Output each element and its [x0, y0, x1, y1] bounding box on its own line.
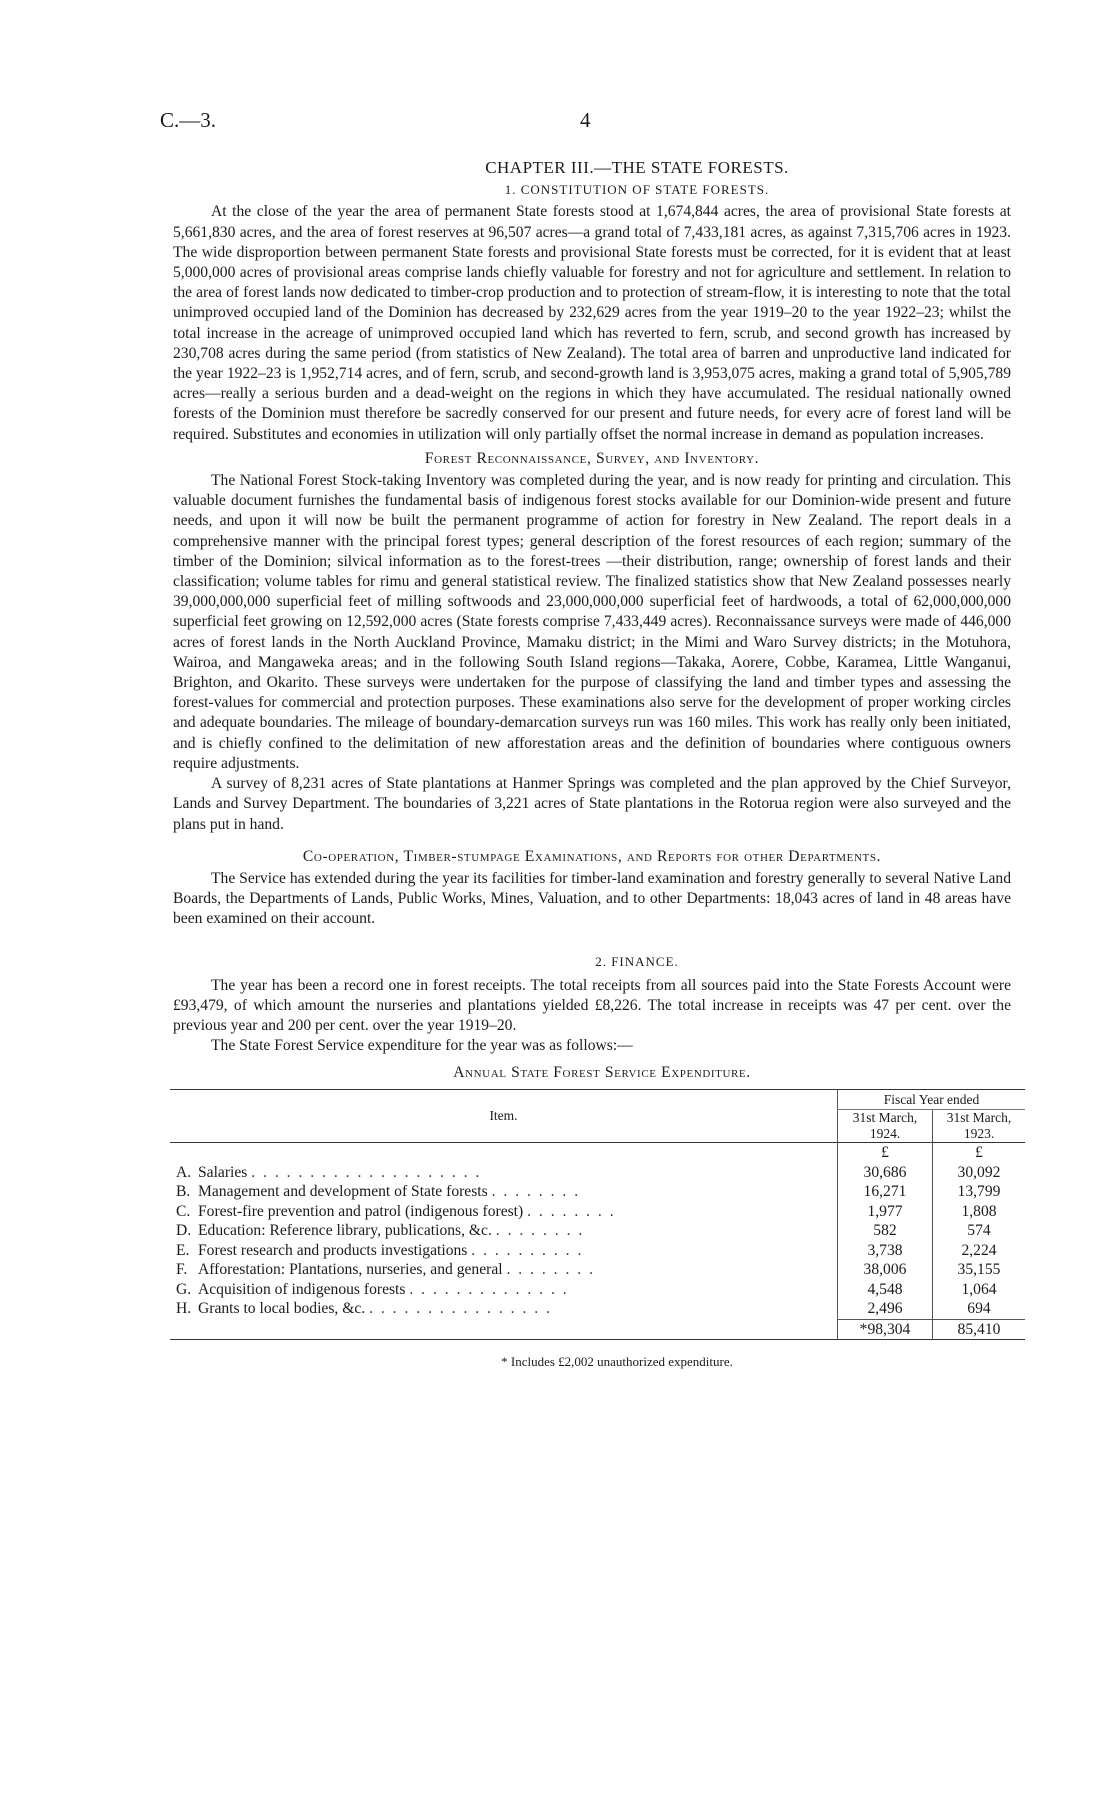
row-item: Grants to local bodies, &c. [198, 1300, 366, 1318]
row-letter: A. [176, 1163, 192, 1181]
leader-dots: . . . . . . . . . . . . . . [409, 1280, 569, 1298]
row-item: Salaries [198, 1163, 248, 1181]
value-1924: 30,686 [838, 1163, 933, 1183]
value-1924: 4,548 [838, 1280, 933, 1300]
leader-dots: . . . . . . . . [506, 1261, 595, 1279]
value-1923: 574 [933, 1221, 1026, 1241]
row-item: Education: Reference library, publications, &c. [198, 1222, 492, 1240]
paragraph-hanmer-survey: A survey of 8,231 acres of State plantations at Hanmer Springs was completed and the plan approved by the Chief Surveyor, Lands and Survey Department. The boundaries of 3,221 acres of State plantations in the Rotorua region were also surveyed and the plans put in hand. [173, 775, 1011, 833]
table-row [170, 1221, 1025, 1241]
value-1923: 30,092 [933, 1163, 1026, 1183]
subheading-reconnaissance: Forest Reconnaissance, Survey, and Inventory. [424, 449, 760, 467]
total-row [170, 1319, 1025, 1340]
value-1924: 2,496 [838, 1299, 933, 1319]
currency-1924: £ [838, 1143, 933, 1163]
value-1924: 16,271 [838, 1182, 933, 1202]
table-row [170, 1241, 1025, 1261]
row-item: Management and development of State forests [198, 1183, 488, 1201]
value-1924: 3,738 [838, 1241, 933, 1261]
page-header [160, 108, 1000, 138]
table-row [170, 1280, 1025, 1300]
total-1923: 85,410 [933, 1319, 1026, 1340]
currency-1923: £ [933, 1143, 1026, 1163]
row-letter: D. [176, 1222, 192, 1240]
value-1923: 1,064 [933, 1280, 1026, 1300]
page-number: 4 [580, 108, 591, 132]
table-footnote: * Includes £2,002 unauthorized expenditure. [501, 1354, 733, 1370]
paragraph-receipts: The year has been a record one in forest receipts. The total receipts from all sources paid into the State Forests Account were £93,479, of which amount the nurseries and plantations yielded £8,226. The total increase in receipts was 47 per cent. over the previous year and 200 per cent. over the year 1919–20. [173, 976, 1011, 1035]
paragraph-inventory: The National Forest Stock-taking Inventory was completed during the year, and is now ready for printing and circulation. This valuable document furnishes the fundamental basis of indigenous forest stocks available for our Dominion-wide present and future needs, and upon it will now be built the permanent programme of action for forestry in New Zealand. The report deals in a comprehensive manner with the principal forest types; general description of the forest resources of each region; summary of the timber of the Dominion; silvical information as to the forest-trees —their distribution, range; ownership of forest lands and their classification; volume tables for rimu and general statistical review. The finalized statistics show that New Zealand possesses nearly 39,000,000,000 superficial feet of milling softwoods and 23,000,000,000 superficial feet of hardwoods, a total of 62,000,000,000 superficial feet growing on 12,592,000 acres (State forests comprise 7,433,449 acres). Reconnaissance surveys were made of 446,000 acres of forest lands in the North Auckland Province, Mamaku district; in the Mimi and Waro Survey districts; in the Motuhora, Wairoa, and Mangaweka areas; and in the following South Island regions—Takaka, Aorere, Cobbe, Karamea, Little Wanganui, Brighton, and Okarito. These surveys were undertaken for the purpose of classifying the land and timber types and assessing the forest-values for commercial and protection purposes. These examinations also serve for the development of proper working circles and adequate boundaries. The mileage of boundary-demarcation surveys run was 160 miles. This work has really only been initiated, and is chiefly confined to the delimitation of new afforestation areas and the definition of boundaries where contiguous owners require adjustments. [173, 472, 1011, 772]
table-row [170, 1299, 1025, 1319]
row-letter: C. [176, 1202, 191, 1220]
header-item: Item. [489, 1108, 518, 1124]
paragraph-constitution: At the close of the year the area of permanent State forests stood at 1,674,844 acres, the area of provisional State forests at 5,661,830 acres, and the area of forest reserves at 96,507 acres—a grand total of 7,433,181 acres, as against 7,315,706 acres in 1923. The wide disproportion between permanent State forests and provisional State forests must be corrected, for it is evident that at least 5,000,000 acres of provisional areas comprise lands chiefly valuable for forestry and not for agriculture and settlement. In relation to the area of forest lands now dedicated to timber-crop production and to protection of stream-flow, it is interesting to note that the total unimproved occupied land of the Dominion has decreased by 232,629 acres from the year 1919–20 to the year 1922–23; whilst the total increase in the acreage of unimproved occupied land which has reverted to fern, scrub, and second growth has increased by 230,708 acres during the same period (from statistics of New Zealand). The total area of barren and unproductive land indicated for the year 1922–23 is 1,952,714 acres, and of fern, scrub, and second-growth land is 3,953,075 acres, making a grand total of 5,905,789 acres—really a serious burden and a dead-weight on the regions in which they have accumulated. The residual nationally owned forests of the Dominion must therefore be sacredly conserved for our present and future needs, for every acre of forest land will be required. Substitutes and economies in utilization will only partially offset the normal increase in demand as population increases. [173, 203, 1011, 443]
leader-dots: . . . . . . . . . . . . . . . . . . . . [251, 1163, 482, 1181]
document-reference: C.—3. [160, 108, 217, 132]
expenditure-table [170, 1089, 1025, 1341]
page-content [173, 158, 1011, 1372]
total-1924: *98,304 [838, 1319, 933, 1340]
paragraph-expenditure-intro: The State Forest Service expenditure for the year was as follows:— [211, 1037, 633, 1055]
leader-dots: . . . . . . . . [495, 1222, 585, 1240]
row-item: Forest-fire prevention and patrol (indigenous forest) [198, 1202, 524, 1220]
value-1923: 13,799 [933, 1182, 1026, 1202]
row-item: Forest research and products investigations [198, 1241, 468, 1259]
leader-dots: . . . . . . . . . . . . . . . . [369, 1300, 552, 1318]
value-1923: 1,808 [933, 1202, 1026, 1222]
value-1923: 2,224 [933, 1241, 1026, 1261]
header-year-1923: 31st March, 1923. [933, 1110, 1026, 1143]
leader-dots: . . . . . . . . [527, 1202, 616, 1220]
leader-dots: . . . . . . . . . . [471, 1241, 584, 1259]
section-title-finance: 2. FINANCE. [595, 953, 679, 969]
header-fiscal-year: Fiscal Year ended [838, 1089, 1026, 1110]
row-letter: E. [176, 1241, 190, 1259]
table-row [170, 1260, 1025, 1280]
value-1924: 1,977 [838, 1202, 933, 1222]
header-year-1924: 31st March, 1924. [838, 1110, 933, 1143]
value-1923: 35,155 [933, 1260, 1026, 1280]
table-row [170, 1182, 1025, 1202]
value-1924: 582 [838, 1221, 933, 1241]
row-letter: B. [176, 1183, 191, 1201]
table-row [170, 1202, 1025, 1222]
value-1924: 38,006 [838, 1260, 933, 1280]
row-item: Acquisition of indigenous forests [198, 1280, 406, 1298]
subheading-cooperation: Co-operation, Timber-stumpage Examinations, and Reports for other Departments. [302, 847, 882, 865]
section-title-constitution: 1. CONSTITUTION OF STATE FORESTS. [504, 182, 770, 198]
row-letter: H. [176, 1300, 192, 1318]
row-letter: F. [176, 1261, 188, 1279]
leader-dots: . . . . . . . . [491, 1183, 581, 1201]
row-letter: G. [176, 1280, 192, 1298]
chapter-title: CHAPTER III.—THE STATE FORESTS. [485, 158, 789, 177]
paragraph-cooperation: The Service has extended during the year its facilities for timber-land examination and forestry generally to several Native Land Boards, the Departments of Lands, Public Works, Mines, Valuation, and to other Departments: 18,043 acres of land in 48 areas have been examined on their account. [173, 869, 1011, 928]
value-1923: 694 [933, 1299, 1026, 1319]
table-title: Annual State Forest Service Expenditure. [453, 1063, 751, 1081]
row-item: Afforestation: Plantations, nurseries, and general [198, 1261, 503, 1279]
table-row [170, 1163, 1025, 1183]
